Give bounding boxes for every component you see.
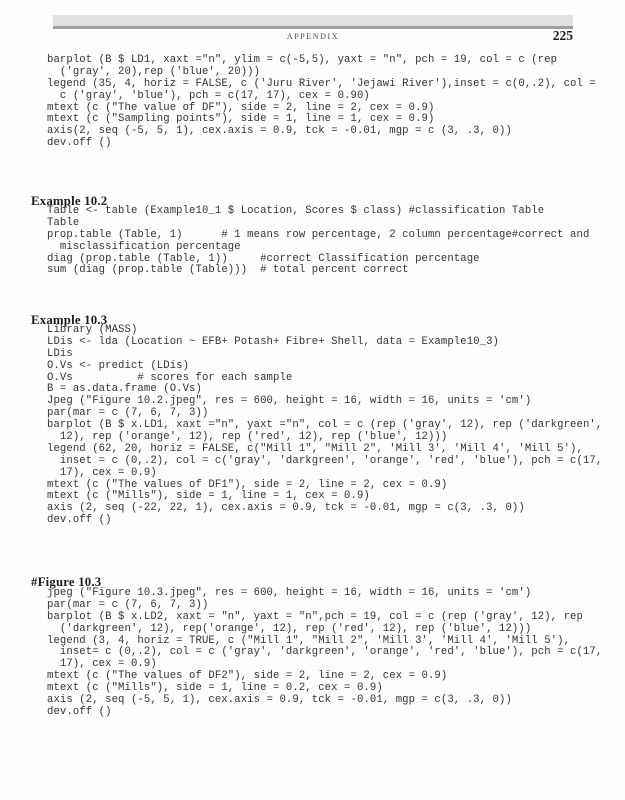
code-line: mtext (c ("The value of DF"), side = 2, line = 2, cex = 0.9) bbox=[47, 101, 435, 114]
code-line: sum (diag (prop.table (Table))) # total percent correct bbox=[47, 264, 409, 277]
code-line: misclassification percentage bbox=[47, 240, 241, 253]
section-heading-example-10-2: Example 10.2 bbox=[31, 193, 108, 208]
code-line: diag (prop.table (Table, 1)) #correct Classification percentage bbox=[47, 252, 480, 265]
code-block-example-10-2 bbox=[47, 206, 589, 277]
code-line: mtext (c ("Mills"), side = 1, line = 1, cex = 0.9) bbox=[47, 490, 370, 503]
code-line: mtext (c ("Sampling points"), side = 1, line = 1, cex = 0.9) bbox=[47, 113, 435, 126]
code-block-example-10-3 bbox=[47, 325, 602, 527]
code-line: mtext (c ("The values of DF1"), side = 2, line = 2, cex = 0.9) bbox=[47, 478, 448, 491]
code-line: Table <- table (Example10_1 $ Location, Scores $ class) #classification Table bbox=[47, 205, 545, 217]
code-line: legend (62, 20, horiz = FALSE, c("Mill 1", "Mill 2", 'Mill 3', 'Mill 4', 'Mill 5'), bbox=[47, 442, 583, 455]
code-line: Table bbox=[47, 216, 80, 229]
code-line: par(mar = c (7, 6, 7, 3)) bbox=[47, 407, 209, 420]
code-block-example-10-1-continued bbox=[47, 55, 596, 150]
code-line: ('gray', 20),rep ('blue', 20))) bbox=[47, 65, 261, 78]
code-line: 12), rep ('orange', 12), rep ('red', 12), rep ('blue', 12))) bbox=[47, 431, 448, 444]
code-line: legend (3, 4, horiz = TRUE, c ("Mill 1", "Mill 2", 'Mill 3', 'Mill 4', 'Mill 5'), bbox=[47, 634, 571, 647]
code-line: LDis bbox=[47, 347, 73, 360]
code-line: O.Vs <- predict (LDis) bbox=[47, 359, 190, 372]
code-line: c ('gray', 'blue'), pch = c(17, 17), cex = 0.90) bbox=[47, 89, 370, 102]
code-line: 17), cex = 0.9) bbox=[47, 658, 157, 671]
code-line: ('darkgreen', 12), rep('orange', 12), rep ('red', 12), rep ('blue', 12))) bbox=[47, 622, 532, 635]
code-block-figure-10-3 bbox=[47, 588, 602, 719]
code-line: jpeg ("Figure 10.3.jpeg", res = 600, height = 16, width = 16, units = 'cm') bbox=[47, 587, 532, 599]
page-number: 225 bbox=[552, 28, 573, 43]
code-line: inset = c (0,.2), col = c('gray', 'darkgreen', 'orange', 'red', 'blue'), pch = c(17, bbox=[47, 454, 603, 467]
header-rule-band bbox=[53, 15, 573, 29]
code-line: inset= c (0,.2), col = c ('gray', 'darkgreen', 'orange', 'red', 'blue'), pch = c(17, bbox=[47, 646, 603, 659]
code-line: LDis <- lda (Location ~ EFB+ Potash+ Fibre+ Shell, data = Example10_3) bbox=[47, 335, 500, 348]
code-line: B = as.data.frame (O.Vs) bbox=[47, 383, 202, 396]
code-line: prop.table (Table, 1) # 1 means row percentage, 2 column percentage#correct and bbox=[47, 228, 590, 241]
code-line: 17), cex = 0.9) bbox=[47, 466, 157, 479]
code-line: legend (35, 4, horiz = FALSE, c ('Juru River', 'Jejawi River'),inset = c(0,.2), col = bbox=[47, 77, 596, 90]
code-line: mtext (c ("Mills"), side = 1, line = 0.2, cex = 0.9) bbox=[47, 682, 383, 695]
code-line: axis(2, seq (-5, 5, 1), cex.axis = 0.9, tck = -0.01, mgp = c (3, .3, 0)) bbox=[47, 125, 512, 138]
section-heading-figure-10-3: #Figure 10.3 bbox=[31, 574, 102, 589]
code-line: O.Vs # scores for each sample bbox=[47, 371, 293, 384]
running-title: APPENDIX bbox=[286, 32, 340, 41]
code-line: par(mar = c (7, 6, 7, 3)) bbox=[47, 598, 209, 611]
code-line: dev.off () bbox=[47, 514, 112, 527]
code-line: dev.off () bbox=[47, 137, 112, 150]
code-line: dev.off () bbox=[47, 705, 112, 718]
code-line: mtext (c ("The values of DF2"), side = 2, line = 2, cex = 0.9) bbox=[47, 670, 448, 683]
code-line: axis (2, seq (-22, 22, 1), cex.axis = 0.9, tck = -0.01, mgp = c(3, .3, 0)) bbox=[47, 502, 525, 515]
section-heading-example-10-3: Example 10.3 bbox=[31, 312, 108, 327]
code-line: Jpeg ("Figure 10.2.jpeg", res = 600, height = 16, width = 16, units = 'cm') bbox=[47, 395, 532, 408]
code-line: Library (MASS) bbox=[47, 324, 138, 336]
code-line: barplot (B $ x.LD2, xaxt = "n", yaxt = "n",pch = 19, col = c (rep ('gray', 12), rep bbox=[47, 610, 583, 623]
code-line: barplot (B $ x.LD1, xaxt ="n", yaxt ="n", col = c (rep ('gray', 12), rep ('darkgreen', bbox=[47, 419, 603, 432]
code-line: axis (2, seq (-5, 5, 1), cex.axis = 0.9, tck = -0.01, mgp = c(3, .3, 0)) bbox=[47, 694, 512, 707]
code-line: barplot (B $ LD1, xaxt ="n", ylim = c(-5,5), yaxt = "n", pch = 19, col = c (rep bbox=[47, 54, 558, 66]
